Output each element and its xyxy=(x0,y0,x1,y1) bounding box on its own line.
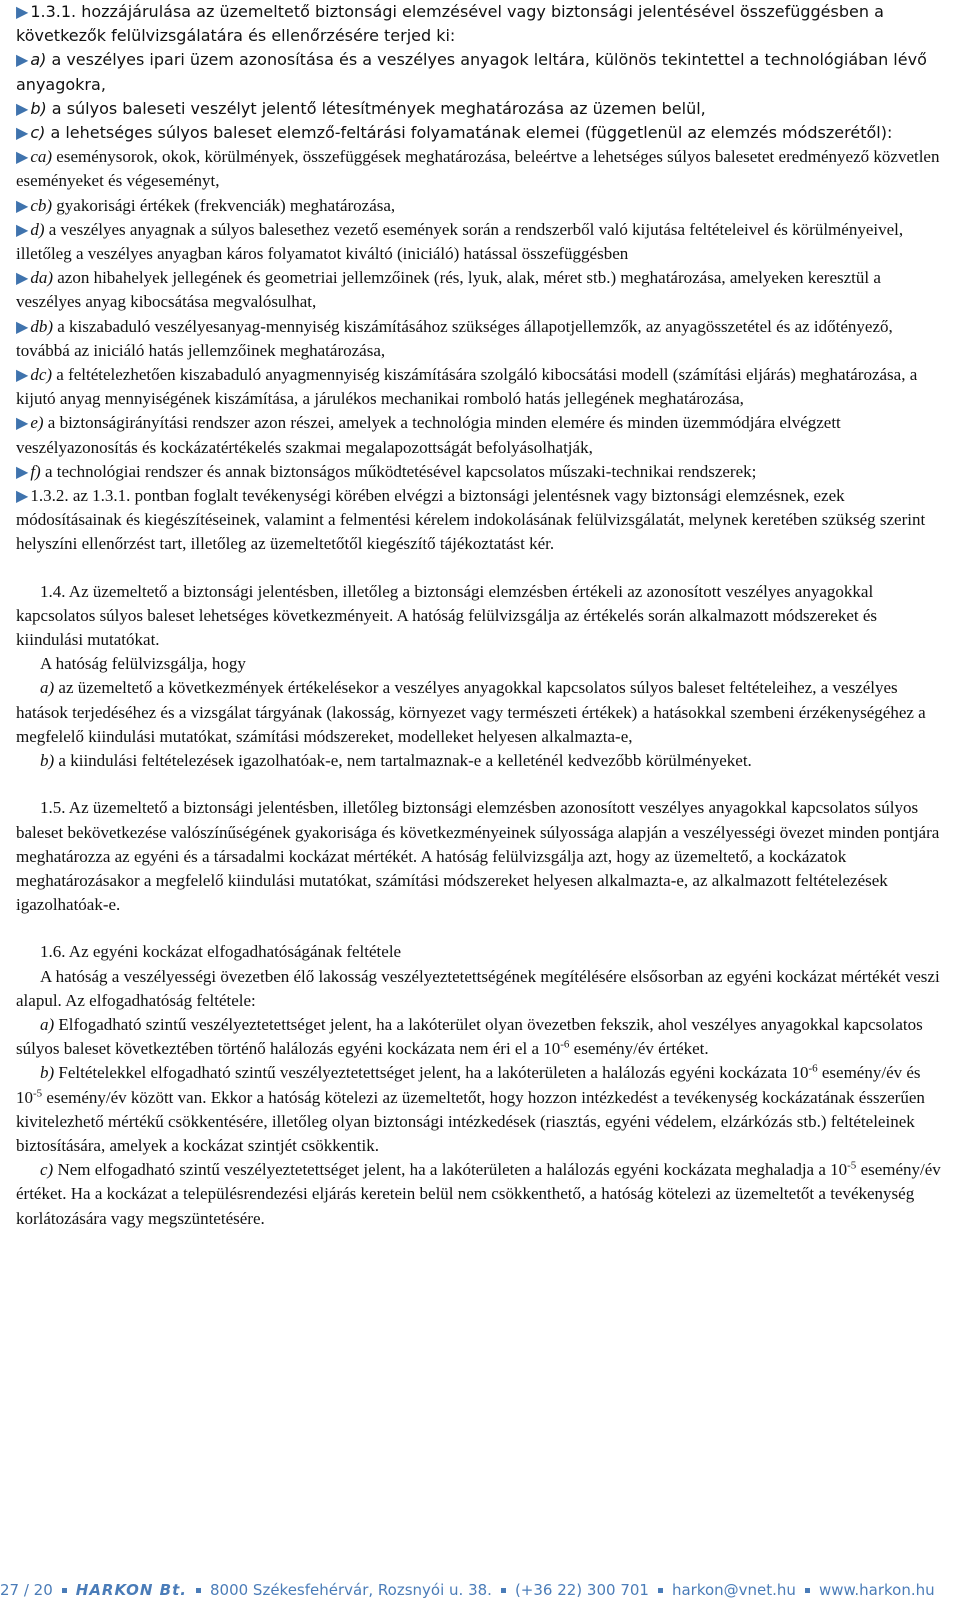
triangle-right-icon: ▶ xyxy=(16,461,29,481)
list-item-a: ▶ a) a veszélyes ipari üzem azonosítása és a veszélyes anyagok leltára, különös tekintettel a technológiában lévő anyagokra, xyxy=(16,50,927,94)
triangle-right-icon: ▶ xyxy=(16,219,29,239)
list-item-e: ▶ e) a biztonságirányítási rendszer azon részei, amelyek a technológia minden elemére és minden üzemmódjára elvégzett veszélyazonosítás és kockázatértékelés szakmai megalapozottságát befolyásolhatják, xyxy=(16,413,841,457)
square-bullet-icon xyxy=(658,1588,663,1593)
square-bullet-icon xyxy=(196,1588,201,1593)
section-1-6-item-a: a) Elfogadható szintű veszélyeztetettséget jelent, ha a lakóterület olyan övezetben fekszik, ahol veszélyes anyagokkal kapcsolatos súlyos baleset következtében történő halálozás egyéni kockázata nem éri el a $10^{-6}$ esemény/év értéket. xyxy=(16,1014,923,1059)
triangle-right-icon: ▶ xyxy=(16,413,29,433)
list-item-ca: ▶ ca) eseménysorok, okok, körülmények, összefüggések meghatározása, beleértve a lehetséges súlyos balesetet eredményező közvetlen eseményeket és végeseményt, xyxy=(16,147,940,191)
list-item-d: ▶ d) a veszélyes anyagnak a súlyos balesethez vezető események során a rendszerből való kijutása feltételeivel és körülményeivel, illetőleg a veszélyes anyagban káros folyamatot kiváltó (iniciáló) hatással összefüggésben xyxy=(16,219,904,264)
section-1-4: 1.4. Az üzemeltető a biztonsági jelentésben, illetőleg a biztonsági elemzésben értékeli az azonosított veszélyes anyagokkal kapcsolatos súlyos baleset lehetséges következményeit. A hatóság felülvizsgálja az értékelés során alkalmazott módszereket és kiindulási mutatókat. xyxy=(16,581,878,650)
triangle-right-icon: ▶ xyxy=(16,268,29,288)
section-number: 1.3.1. xyxy=(30,2,77,21)
section-1-4-intro: A hatóság felülvizsgálja, hogy xyxy=(40,654,246,674)
triangle-right-icon: ▶ xyxy=(16,486,29,506)
company-logo: HARKON Bt. xyxy=(75,1581,187,1599)
section-1-6-item-c: c) Nem elfogadható szintű veszélyeztetettséget jelent, ha a lakóterületen a halálozás egyéni kockázata meghaladja a $10^{-5}$ esemény/év értéket. Ha a kockázat a településrendezési eljárás keretein belül nem csökkenthető, a hatóság kötelezi az üzemeltetőt a tevékenység korlátozására vagy megszüntetésére. xyxy=(16,1159,941,1228)
triangle-right-icon: ▶ xyxy=(16,50,29,70)
triangle-right-icon: ▶ xyxy=(16,98,29,118)
list-item-b: ▶ b) a súlyos baleseti veszélyt jelentő létesítmények meghatározása az üzemen belül, xyxy=(16,98,706,118)
section-1-4-item-a: a) az üzemeltető a következmények értékelésekor a veszélyes anyagokkal kapcsolatos súlyos baleset feltételeihez, a veszélyes hatások terjedéséhez és a vizsgálat tárgyának (lakosság, környezet vagy természeti értékek) a hatásokkal szembeni érzékenységéhez a megfelelő kiindulási mutatókat, számítási módszereket, modelleket helyesen alkalmazta-e, xyxy=(16,678,926,746)
square-bullet-icon xyxy=(62,1588,67,1593)
triangle-right-icon: ▶ xyxy=(16,123,29,143)
company-phone: (+36 22) 300 701 xyxy=(514,1581,649,1599)
list-item-c: ▶ c) a lehetséges súlyos baleset elemző-feltárási folyamatának elemei (függetlenül az elemzés módszerétől): xyxy=(16,123,893,143)
document-body xyxy=(16,0,944,1231)
triangle-right-icon: ▶ xyxy=(16,365,29,385)
section-1-6-intro: A hatóság a veszélyességi övezetben élő lakosság veszélyeztetettségének megítélésére elsősorban az egyéni kockázat mértékét veszi alapul. Az elfogadhatóság feltétele: xyxy=(16,966,940,1010)
section-1-5: 1.5. Az üzemeltető a biztonsági jelentésben, illetőleg biztonsági elemzésben azonosított veszélyes anyagokkal kapcsolatos súlyos baleset bekövetkezése valószínűségének gyakorisága és következményeinek súlyossága alapján a veszélyességi övezet minden pontjára meghatározza az egyéni és a társadalmi kockázat mértékét. A hatóság felülvizsgálja azt, hogy az üzemeltető, a kockázatok meghatározásakor a megfelelő kiindulási mutatókat, számítási módszereket helyesen alkalmazta-e, az alkalmazott feltételezések igazolhatóak-e. xyxy=(16,798,940,915)
company-address: 8000 Székesfehérvár, Rozsnyói u. 38. xyxy=(209,1581,492,1599)
list-item-f: ▶ f) a technológiai rendszer és annak biztonságos működtetésével kapcsolatos műszaki-technikai rendszerek; xyxy=(16,461,757,481)
triangle-right-icon: ▶ xyxy=(16,316,29,336)
list-item-db: ▶ db) a kiszabaduló veszélyesanyag-mennyiség kiszámításához szükséges állapotjellemzők, az anyagösszetétel és az időtényező, továbbá az iniciáló hatás jellemzőinek meghatározása, xyxy=(16,316,893,360)
page-footer xyxy=(0,1578,960,1602)
section-1-6-item-b: b) Feltételekkel elfogadható szintű veszélyeztetettséget jelent, ha a lakóterületen a halálozás egyéni kockázata $10^{-6}$ esemény/év és $10^{-5}$ esemény/év között van. Ekkor a hatóság kötelezi az üzemeltetőt, hogy hozzon intézkedést a tevékenység kockázatának ésszerűen kivitelezhető mértékű csökkentésére, illetőleg olyan biztonsági intézkedések (riasztás, egyéni védelem, elzárkózás stb.) feltételeinek biztosítására, amelyek a kockázat szintjét csökkentik. xyxy=(16,1062,925,1155)
section-1-6-title: 1.6. Az egyéni kockázat elfogadhatóságának feltétele xyxy=(40,942,402,962)
list-item-cb: ▶ cb) gyakorisági értékek (frekvenciák) meghatározása, xyxy=(16,195,396,215)
square-bullet-icon xyxy=(805,1588,810,1593)
company-website[interactable]: www.harkon.hu xyxy=(818,1581,935,1599)
list-item-dc: ▶ dc) a feltételezhetően kiszabaduló anyagmennyiség kiszámítására szolgáló kibocsátási modell (számítási eljárás) meghatározása, a kijutó anyag mennyiségének kiszámítása, a járulékos mechanikai romboló hatás jellegének meghatározása, xyxy=(16,365,918,409)
section-1-3-1: ▶ 1.3.1. hozzájárulása az üzemeltető biztonsági elemzésével vagy biztonsági jelentésével összefüggésben a következők felülvizsgálatára és ellenőrzésére terjed ki: xyxy=(16,2,884,46)
triangle-right-icon: ▶ xyxy=(16,195,29,215)
square-bullet-icon xyxy=(501,1588,506,1593)
section-1-3-2: ▶ 1.3.2. az 1.3.1. pontban foglalt tevékenységi körében elvégzi a biztonsági jelentésnek vagy biztonsági elemzésnek, ezek módosításainak és kiegészítéseinek, valamint a felmentési kérelem indokolásának felülvizsgálatát, melynek keretében szükség szerint helyszíni ellenőrzést tart, illetőleg az üzemeltetőtől kiegészítő tájékoztatást kér. xyxy=(16,486,926,554)
triangle-right-icon: ▶ xyxy=(16,147,29,167)
section-1-4-item-b: b) a kiindulási feltételezések igazolhatóak-e, nem tartalmaznak-e a kelleténél kedvezőbb körülményeket. xyxy=(40,751,752,771)
company-email[interactable]: harkon@vnet.hu xyxy=(671,1581,796,1599)
list-item-da: ▶ da) azon hibahelyek jellegének és geometriai jellemzőinek (rés, lyuk, alak, méret stb.) meghatározása, amelyeken keresztül a veszélyes anyag kibocsátása megvalósulhat, xyxy=(16,268,881,312)
triangle-right-icon: ▶ xyxy=(16,2,29,21)
page-number: 27 / 20 xyxy=(0,1581,53,1599)
